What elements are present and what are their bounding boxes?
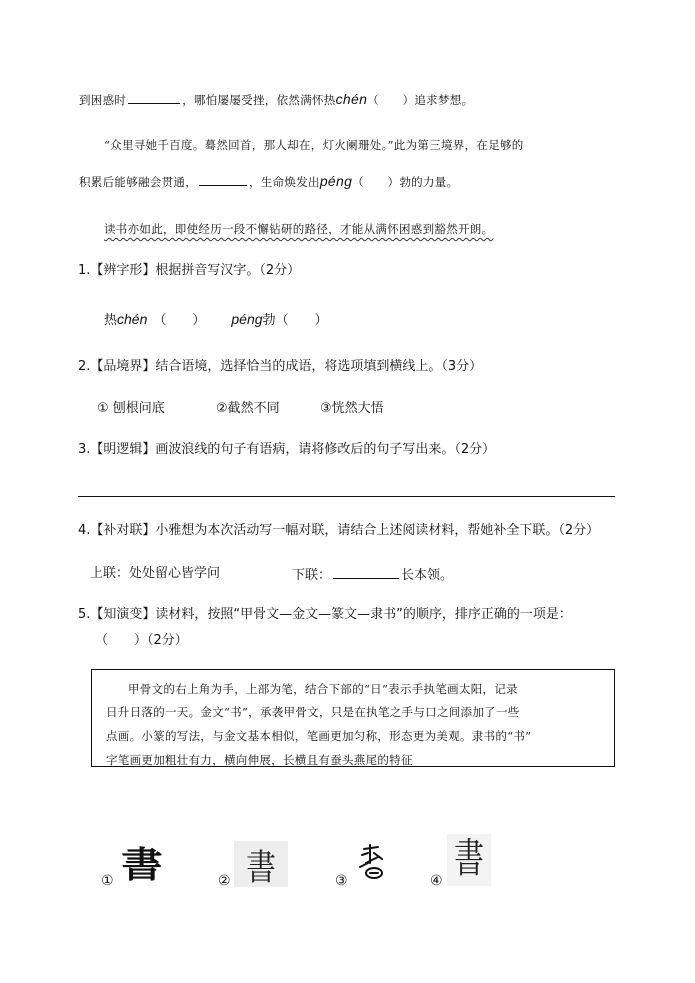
passage-text: ，哪怕屡屡受挫，依然满怀热 (182, 93, 336, 107)
question-5-prompt: 5.【知演变】读材料，按照“甲骨文—金文—篆文—隶书”的顺序，排序正确的一项是： (78, 607, 572, 622)
seal-script-shu-image: 書 (447, 834, 491, 886)
question-4-prompt: 4.【补对联】小雅想为本次活动写一幅对联，请结合上述阅读材料，帮她补全下联。（2分） (78, 523, 600, 538)
bronze-shu-image: 書 (234, 841, 288, 887)
couplet-lower (292, 566, 453, 584)
q1-answer-1[interactable]: （ ） (153, 313, 206, 328)
q2-option-2: ②截然不同 (216, 401, 280, 416)
q1-answer-2[interactable]: （ ） (275, 313, 328, 328)
q2-option-1: ① 刨根问底 (97, 401, 165, 416)
passage-line-2: “众里寻她千百度。蓦然回首，那人却在，灯火阑珊处。”此为第三境界，在足够的 (104, 138, 524, 152)
q1-char: 勃 (262, 313, 276, 328)
q1-pinyin-1: chén (117, 311, 148, 327)
question-3-prompt: 3.【明逻辑】画波浪线的句子有语病，请将修改后的句子写出来。（2分） (78, 442, 496, 457)
question-1-items (104, 311, 328, 329)
passage-text: 积累后能够融会贯通， (79, 175, 197, 189)
passage-text: 追求梦想。 (414, 93, 474, 107)
q2-option-3: ③恍然大悟 (320, 401, 384, 416)
couplet-lower-label: 下联： (292, 568, 332, 583)
couplet-lower-end: 长本领。 (401, 568, 454, 583)
choice-label-3: ③ (335, 873, 348, 889)
material-line-2: 日升日落的一天。金文“书”，承袭甲骨文，只是在执笔之手与口之间添加了一些 (106, 705, 520, 719)
material-line-3: 点画。小篆的写法，与金文基本相似，笔画更加匀称，形态更为美观。隶书的“书” (106, 729, 532, 743)
passage-text: 勃的力量。 (399, 175, 459, 189)
oracle-bone-glyph-icon (356, 841, 388, 883)
pinyin-peng: péng (319, 173, 353, 189)
fill-blank[interactable] (199, 173, 247, 186)
material-line-4: 字笔画更加粗壮有力，横向伸展，长横且有蚕头燕尾的特征 (106, 753, 413, 767)
clerical-shu-image: 書 (121, 844, 163, 886)
q5-answer-line[interactable]: （ ）（2分） (95, 633, 188, 648)
oracle-bone-shu-image (356, 841, 388, 883)
passage-line-3 (79, 173, 458, 190)
wavy-underlined-sentence: 读书亦如此，即使经历一段不懈钻研的路径，才能从满怀困惑到豁然开朗。 (104, 222, 494, 236)
answer-paren[interactable]: （ ） (367, 93, 415, 107)
passage-text: ，生命焕发出 (249, 175, 320, 189)
question-2-prompt: 2.【品境界】结合语境，选择恰当的成语，将选项填到横线上。（3分） (78, 359, 483, 374)
material-box (91, 669, 615, 767)
q1-pinyin-2: péng (231, 311, 263, 327)
answer-line[interactable] (78, 496, 615, 497)
choice-label-1: ① (101, 873, 114, 889)
question-1-prompt: 1.【辨字形】根据拼音写汉字。（2分） (78, 263, 301, 278)
passage-text: 到困惑时 (79, 93, 127, 107)
q1-char: 热 (104, 313, 118, 328)
passage-line-1 (79, 91, 473, 108)
choice-label-4: ④ (430, 873, 443, 889)
couplet-blank[interactable] (333, 566, 399, 579)
pinyin-chen: chén (335, 91, 368, 107)
passage-line-4 (104, 221, 493, 237)
fill-blank[interactable] (128, 91, 180, 104)
answer-paren[interactable]: （ ） (352, 175, 400, 189)
choice-label-2: ② (218, 873, 231, 889)
couplet-upper: 上联：处处留心皆学问 (90, 566, 221, 581)
material-line-1: 甲骨文的右上角为手，上部为笔，结合下部的“日”表示手执笔画太阳，记录 (128, 682, 518, 696)
